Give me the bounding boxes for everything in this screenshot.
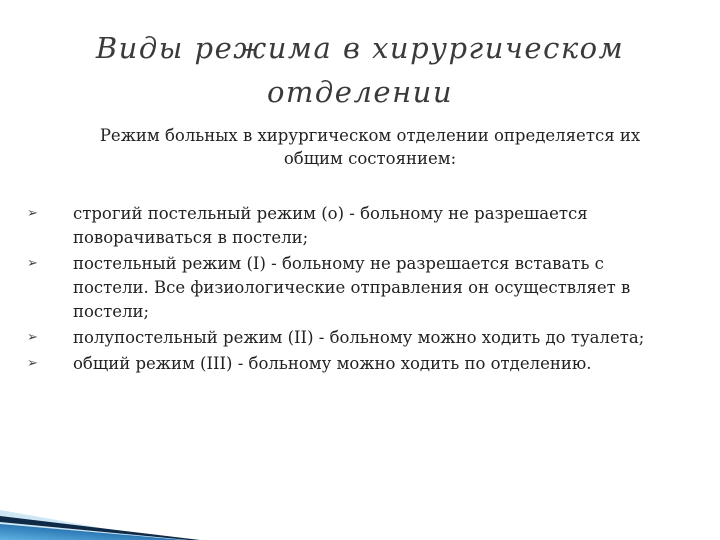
list-item-text: строгий постельный режим (о) - больному не разрешается поворачиваться в постели;: [73, 204, 588, 247]
list-item-text: постельный режим (I) - больному не разрешается вставать с постели. Все физиологические отправления он осуществляет в постели;: [73, 254, 631, 321]
list-item: [0, 252, 680, 324]
intro-text: [60, 124, 680, 170]
arrowhead-bullet-icon: ➢: [27, 256, 38, 271]
arrowhead-bullet-icon: ➢: [27, 356, 38, 371]
intro-line-2: общим состоянием:: [283, 149, 457, 168]
list-item: [0, 326, 680, 350]
list-item-text: полупостельный режим (II) - больному можно ходить до туалета;: [73, 328, 645, 347]
list-item-text: общий режим (III) - больному можно ходить по отделению.: [73, 354, 592, 373]
regime-list: [0, 202, 680, 378]
slide-title: [40, 26, 680, 114]
slide-title-line-1: Виды режима в хирургическом: [95, 31, 625, 65]
intro-line-1: Режим больных в хирургическом отделении определяется их: [99, 126, 641, 145]
arrowhead-bullet-icon: ➢: [27, 330, 38, 345]
arrowhead-bullet-icon: ➢: [27, 206, 38, 221]
slide-title-line-2: отделении: [266, 75, 454, 109]
list-item: [0, 352, 680, 376]
corner-decoration: [0, 450, 200, 540]
list-item: [0, 202, 680, 250]
